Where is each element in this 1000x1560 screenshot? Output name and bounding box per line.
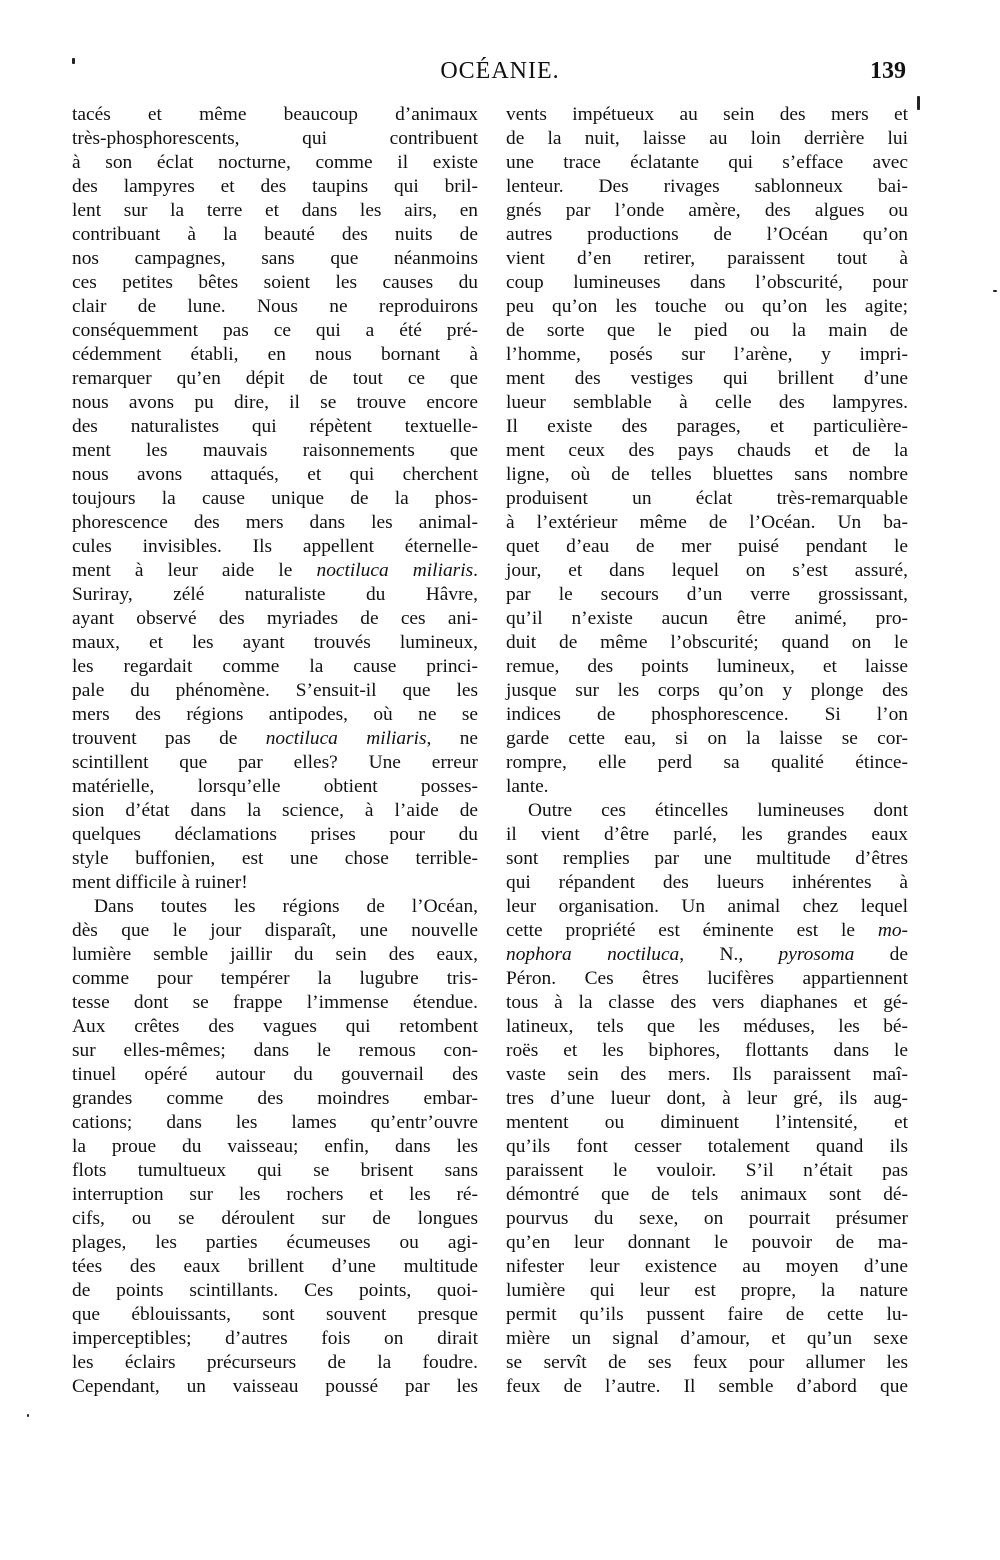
- text-line: tous à la classe des vers diaphanes et gé-: [506, 992, 908, 1013]
- text-line: imperceptibles; d’autres fois on dirait: [72, 1328, 478, 1349]
- text-line: ces petites bêtes soient les causes du: [72, 272, 478, 293]
- text-line: ment ceux des pays chauds et de la: [506, 440, 908, 461]
- text-line: l’homme, posés sur l’arène, y impri-: [506, 344, 908, 365]
- scan-speck: [917, 96, 920, 110]
- text-line: de points scintillants. Ces points, quoi-: [72, 1280, 478, 1301]
- text-line: sion d’état dans la science, à l’aide de: [72, 800, 478, 821]
- text-line: tesse dont se frappe l’immense étendue.: [72, 992, 478, 1013]
- text-line: lante.: [506, 776, 549, 797]
- text-line: se servît de ses feux pour allumer les: [506, 1352, 908, 1373]
- text-line: toujours la cause unique de la phos-: [72, 488, 478, 509]
- text-line: conséquemment pas ce qui a été pré-: [72, 320, 478, 341]
- text-line: Il existe des parages, et particulière-: [506, 416, 908, 437]
- text-line: Péron. Ces êtres lucifères appartiennent: [506, 968, 908, 989]
- text-line: par le secours d’un verre grossissant,: [506, 584, 908, 605]
- text-line: à son éclat nocturne, comme il existe: [72, 152, 478, 173]
- text-line: ment difficile à ruiner!: [72, 872, 248, 893]
- text-line: clair de lune. Nous ne reproduirons: [72, 296, 478, 317]
- text-line: cédemment établi, en nous bornant à: [72, 344, 478, 365]
- text-line: pourvus du sexe, on pourrait présumer: [506, 1208, 908, 1229]
- text-line: lumière qui leur est propre, la nature: [506, 1280, 908, 1301]
- text-line: il vient d’être parlé, les grandes eaux: [506, 824, 908, 845]
- text-line: qu’il n’existe aucun être animé, pro-: [506, 608, 908, 629]
- text-line: lueur semblable à celle des lampyres.: [506, 392, 908, 413]
- text-line: ayant observé des myriades de ces ani-: [72, 608, 478, 629]
- text-line: quelques déclamations prises pour du: [72, 824, 478, 845]
- text-line: vents impétueux au sein des mers et: [506, 104, 908, 125]
- text-line: feux de l’autre. Il semble d’abord que: [506, 1376, 908, 1397]
- text-line: lent sur la terre et dans les airs, en: [72, 200, 478, 221]
- text-line: que éblouissants, sont souvent presque: [72, 1304, 478, 1325]
- text-line: ligne, où de telles bluettes sans nombre: [506, 464, 908, 485]
- text-line: style buffonien, est une chose terrible-: [72, 848, 478, 869]
- text-line: roës et les biphores, flottants dans le: [506, 1040, 908, 1061]
- text-line: la proue du vaisseau; enfin, dans les: [72, 1136, 478, 1157]
- text-line: vient d’en retirer, paraissent tout à: [506, 248, 908, 269]
- text-line: qu’ils font cesser totalement quand ils: [506, 1136, 908, 1157]
- text-line: mière un signal d’amour, et qu’un sexe: [506, 1328, 908, 1349]
- italic-species-name: nophora noctiluca: [506, 944, 680, 965]
- text-line: une trace éclatante qui s’efface avec: [506, 152, 908, 173]
- text-line: mentent ou diminuent l’intensité, et: [506, 1112, 908, 1133]
- text-line: coup lumineuses dans l’obscurité, pour: [506, 272, 908, 293]
- left-text-column: [72, 103, 478, 1399]
- text-line: pale du phénomène. S’ensuit-il que les: [72, 680, 478, 701]
- text-line: nous avons pu dire, il se trouve encore: [72, 392, 478, 413]
- text-line: tres d’une lueur dont, à leur gré, ils aug-: [506, 1088, 908, 1109]
- right-text-column: [506, 103, 908, 1399]
- text-line: maux, et les ayant trouvés lumineux,: [72, 632, 478, 653]
- text-line: flots tumultueux qui se brisent sans: [72, 1160, 478, 1181]
- running-head-title: OCÉANIE.: [440, 58, 560, 84]
- text-line: peu qu’on les touche ou qu’on les agite;: [506, 296, 908, 317]
- text-line: les éclairs précurseurs de la foudre.: [72, 1352, 478, 1373]
- text-line: qu’en leur donnant le pouvoir de ma-: [506, 1232, 908, 1253]
- text-line: plages, les parties écumeuses ou agi-: [72, 1232, 478, 1253]
- text-line: matérielle, lorsqu’elle obtient posses-: [72, 776, 478, 797]
- text-line: produisent un éclat très-remarquable: [506, 488, 908, 509]
- text-line: jour, et dans lequel on s’est assuré,: [506, 560, 908, 581]
- text-line: nous avons attaqués, et qui cherchent: [72, 464, 478, 485]
- text-line: gnés par l’onde amère, des algues ou: [506, 200, 908, 221]
- text-line: Suriray, zélé naturaliste du Hâvre,: [72, 584, 478, 605]
- scan-speck: [72, 58, 75, 64]
- text-line: duit de même l’obscurité; quand on le: [506, 632, 908, 653]
- text-line: sur elles-mêmes; dans le remous con-: [72, 1040, 478, 1061]
- text-line: paraissent le vouloir. S’il n’était pas: [506, 1160, 908, 1181]
- text-line: Aux crêtes des vagues qui retombent: [72, 1016, 478, 1037]
- italic-species-name: mo-: [877, 920, 908, 941]
- text-line: contribuant à la beauté des nuits de: [72, 224, 478, 245]
- text-line: ment des vestiges qui brillent d’une: [506, 368, 908, 389]
- text-line: tacés et même beaucoup d’animaux: [72, 104, 478, 125]
- text-line: cules invisibles. Ils appellent éternelle-: [72, 536, 478, 557]
- text-line: de la nuit, laisse au loin derrière lui: [506, 128, 908, 149]
- text-line: lumière semble jaillir du sein des eaux,: [72, 944, 478, 965]
- text-line: des naturalistes qui répètent textuelle-: [72, 416, 478, 437]
- text-line: démontré que de tels animaux sont dé-: [506, 1184, 908, 1205]
- text-line: Dans toutes les régions de l’Océan,: [94, 896, 478, 917]
- text-line: indices de phosphorescence. Si l’on: [506, 704, 908, 725]
- scan-speck: [27, 1414, 29, 1417]
- text-line: ment les mauvais raisonnements que: [72, 440, 478, 461]
- text-line: leur organisation. Un animal chez lequel: [506, 896, 908, 917]
- text-line: latineux, tels que les méduses, les bé-: [506, 1016, 908, 1037]
- text-line: à l’extérieur même de l’Océan. Un ba-: [506, 512, 908, 533]
- text-line: ment à leur aide le noctiluca miliaris.: [72, 560, 478, 581]
- text-line: nifester leur existence au moyen d’une: [506, 1256, 908, 1277]
- text-line: lenteur. Des rivages sablonneux bai-: [506, 176, 908, 197]
- text-line: cations; dans les lames qu’entr’ouvre: [72, 1112, 478, 1133]
- text-line: nophora noctiluca, N., pyrosoma de: [506, 944, 908, 965]
- text-line: cette propriété est éminente est le mo-: [506, 920, 908, 941]
- text-line: jusque sur les corps qu’on y plonge des: [506, 680, 908, 701]
- text-line: les regardait comme la cause princi-: [72, 656, 478, 677]
- italic-species-name: noctiluca miliaris: [316, 560, 474, 581]
- text-line: grandes comme des moindres embar-: [72, 1088, 478, 1109]
- text-line: tées des eaux brillent d’une multitude: [72, 1256, 478, 1277]
- text-line: des lampyres et des taupins qui bril-: [72, 176, 478, 197]
- text-line: permit qu’ils pussent faire de cette lu-: [506, 1304, 908, 1325]
- text-line: rompre, elle perd sa qualité étince-: [506, 752, 908, 773]
- text-line: autres productions de l’Océan qu’on: [506, 224, 908, 245]
- text-line: garde cette eau, si on la laisse se cor-: [506, 728, 908, 749]
- text-line: quet d’eau de mer puisé pendant le: [506, 536, 908, 557]
- text-line: interruption sur les rochers et les ré-: [72, 1184, 478, 1205]
- text-line: Outre ces étincelles lumineuses dont: [528, 800, 908, 821]
- text-line: nos campagnes, sans que néanmoins: [72, 248, 478, 269]
- text-line: sont remplies par une multitude d’êtres: [506, 848, 908, 869]
- text-line: qui répandent des lueurs inhérentes à: [506, 872, 908, 893]
- text-line: très-phosphorescents, qui contribuent: [72, 128, 478, 149]
- text-line: comme pour tempérer la lugubre tris-: [72, 968, 478, 989]
- scan-speck: [993, 290, 997, 292]
- text-line: trouvent pas de noctiluca miliaris, ne: [72, 728, 478, 749]
- text-line: remarquer qu’en dépit de tout ce que: [72, 368, 478, 389]
- text-line: Cependant, un vaisseau poussé par les: [72, 1376, 478, 1397]
- text-line: scintillent que par elles? Une erreur: [72, 752, 478, 773]
- italic-species-name: noctiluca miliaris: [265, 728, 427, 749]
- text-line: vaste sein des mers. Ils paraissent maî-: [506, 1064, 908, 1085]
- text-line: mers des régions antipodes, où ne se: [72, 704, 478, 725]
- page-number: 139: [870, 58, 906, 84]
- text-line: phorescence des mers dans les animal-: [72, 512, 478, 533]
- text-line: tinuel opéré autour du gouvernail des: [72, 1064, 478, 1085]
- text-line: cifs, ou se déroulent sur de longues: [72, 1208, 478, 1229]
- text-line: de sorte que le pied ou la main de: [506, 320, 908, 341]
- text-line: dès que le jour disparaît, une nouvelle: [72, 920, 478, 941]
- running-head: [0, 56, 1000, 86]
- text-line: remue, des points lumineux, et laisse: [506, 656, 908, 677]
- italic-species-name: pyrosoma: [778, 944, 855, 965]
